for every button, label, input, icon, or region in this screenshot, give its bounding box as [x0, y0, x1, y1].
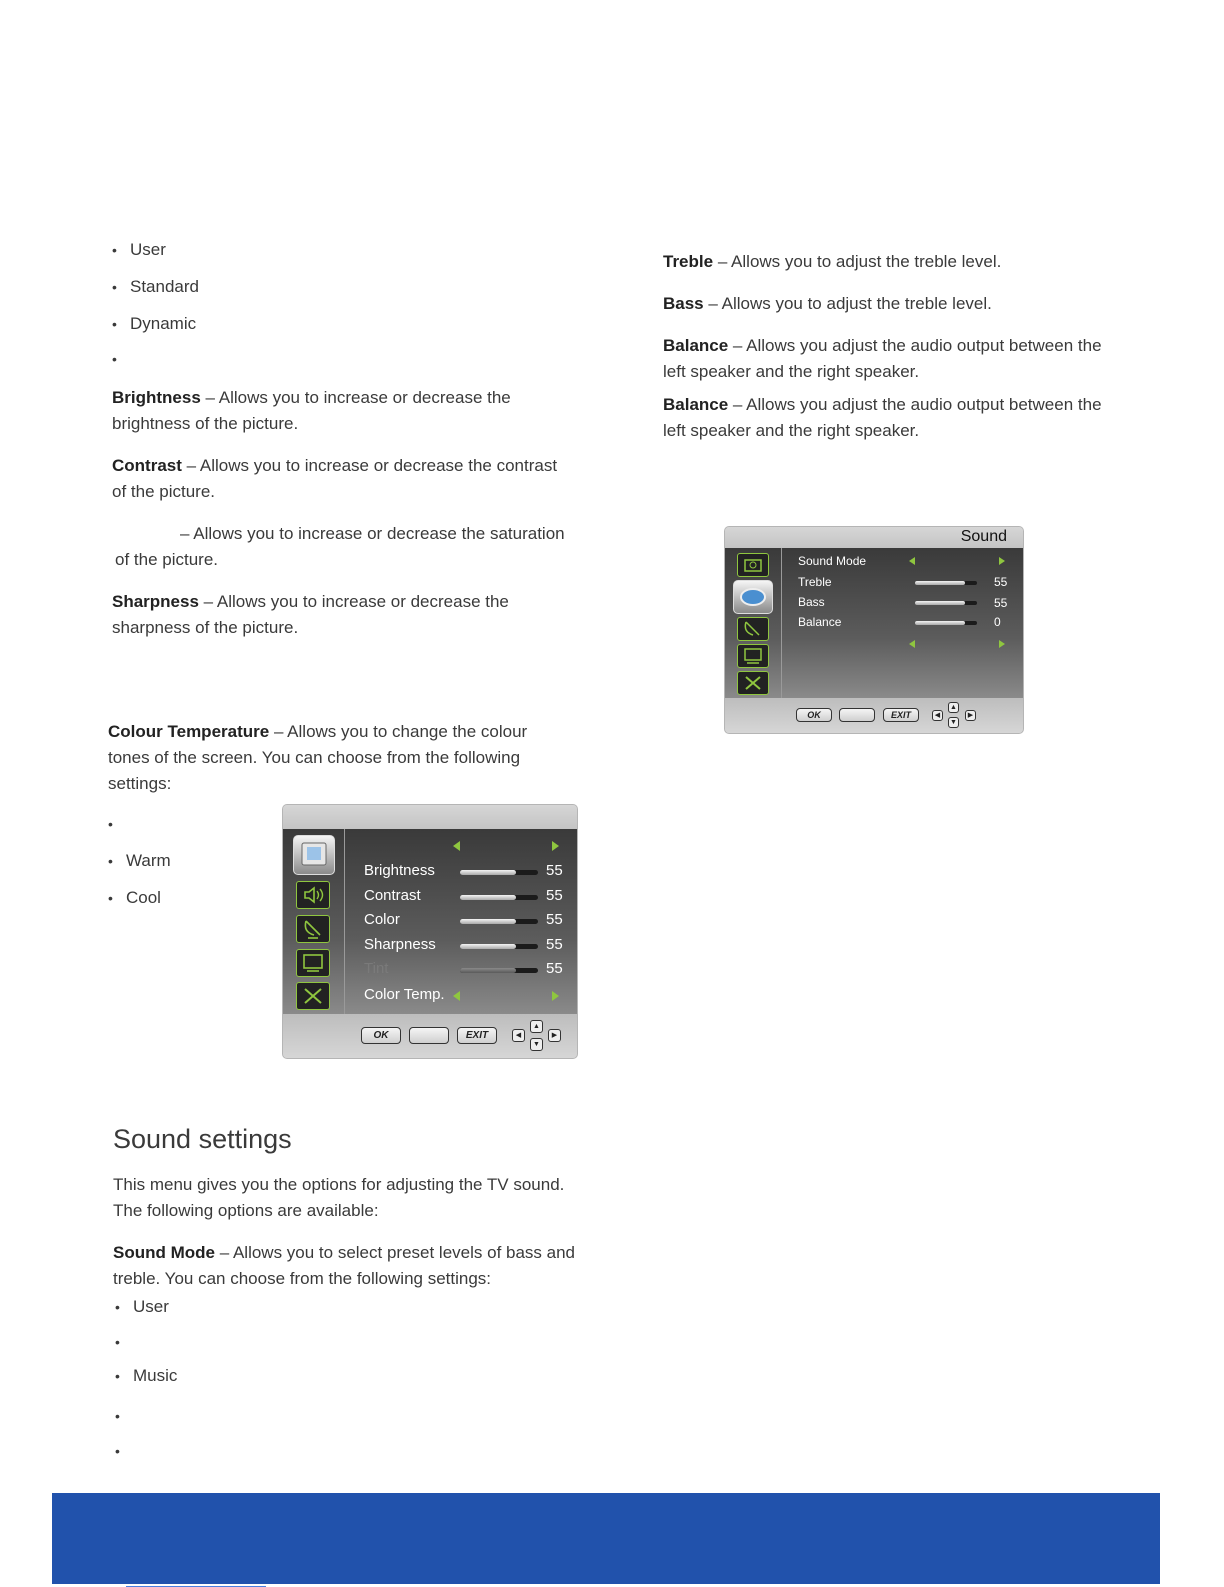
menu-sidebar: [283, 829, 345, 1014]
tools-icon[interactable]: [296, 982, 330, 1010]
contrast-slider[interactable]: [460, 895, 538, 900]
sharpness-paragraph: Sharpness – Allows you to increase or decrease the sharpness of the picture.: [112, 592, 509, 637]
sound-mode-label[interactable]: Sound Mode: [798, 554, 867, 568]
tint-label: Tint: [364, 960, 389, 977]
brightness-value: 55: [546, 862, 563, 879]
menu-footer: [725, 698, 1023, 733]
contrast-value: 55: [546, 887, 563, 904]
tools-icon[interactable]: [737, 671, 769, 695]
nav-left-icon[interactable]: ◀: [512, 1029, 525, 1042]
speaker-icon[interactable]: [733, 580, 773, 614]
arrow-right-icon[interactable]: [552, 841, 559, 851]
balance-slider[interactable]: [915, 621, 977, 625]
list-item: •: [108, 816, 113, 832]
bass-value: 55: [994, 596, 1008, 610]
list-item: • Standard: [112, 277, 199, 296]
arrow-left-icon[interactable]: [909, 640, 915, 648]
nav-up-icon[interactable]: ▲: [948, 702, 959, 713]
blank-button[interactable]: [409, 1027, 449, 1044]
sharpness-slider[interactable]: [460, 944, 538, 949]
balance-paragraph: Balance – Allows you adjust the audio output between the left speaker and the right speaker.: [663, 336, 1102, 381]
arrow-right-icon[interactable]: [999, 640, 1005, 648]
tint-slider: [460, 968, 538, 973]
list-item: • User: [112, 240, 166, 259]
treble-slider[interactable]: [915, 581, 977, 585]
balance-label[interactable]: Balance: [798, 615, 842, 629]
nav-right-icon[interactable]: ▶: [548, 1029, 561, 1042]
picture-menu-screenshot: [283, 805, 577, 1058]
sharpness-value: 55: [546, 936, 563, 953]
picture-icon[interactable]: [293, 835, 335, 875]
nav-down-icon[interactable]: ▼: [948, 717, 959, 728]
list-item: • Dynamic: [112, 314, 197, 333]
menu-title-bar: [725, 527, 1023, 548]
color-label[interactable]: Color: [364, 911, 400, 928]
speaker-icon[interactable]: [296, 881, 330, 909]
blank-button[interactable]: [839, 708, 875, 722]
menu-footer: [283, 1014, 577, 1058]
list-item: •: [115, 1408, 120, 1424]
list-item: •: [115, 1334, 120, 1350]
monitor-icon[interactable]: [737, 644, 769, 668]
footer-band: [52, 1493, 1160, 1584]
arrow-right-icon[interactable]: [999, 557, 1005, 565]
tint-value: 55: [546, 960, 563, 977]
contrast-label[interactable]: Contrast: [364, 887, 421, 904]
bass-label[interactable]: Bass: [798, 595, 825, 609]
nav-up-icon[interactable]: ▲: [530, 1020, 543, 1033]
menu-title: Sound: [960, 528, 1007, 545]
satellite-icon[interactable]: [737, 617, 769, 641]
list-item: • User: [115, 1297, 169, 1316]
bass-paragraph: Bass – Allows you to adjust the treble level.: [663, 294, 992, 313]
arrow-left-icon[interactable]: [453, 841, 460, 851]
brightness-paragraph: Brightness – Allows you to increase or decrease the brightness of the picture.: [112, 388, 511, 433]
treble-label[interactable]: Treble: [798, 575, 832, 589]
sharpness-label[interactable]: Sharpness: [364, 936, 436, 953]
sound-menu-screenshot: [725, 527, 1023, 733]
intro-paragraph: This menu gives you the options for adjusting the TV sound. The following options are available:: [113, 1175, 565, 1220]
treble-paragraph: Treble – Allows you to adjust the treble level.: [663, 252, 1002, 271]
ok-button[interactable]: OK: [796, 708, 832, 722]
exit-button[interactable]: EXIT: [457, 1027, 497, 1044]
list-item: • Cool: [108, 888, 161, 907]
arrow-left-icon[interactable]: [453, 991, 460, 1001]
satellite-icon[interactable]: [296, 915, 330, 943]
brightness-slider[interactable]: [460, 870, 538, 875]
menu-title-bar: [283, 805, 577, 829]
arrow-right-icon[interactable]: [552, 991, 559, 1001]
nav-right-icon[interactable]: ▶: [965, 710, 976, 721]
sound-mode-paragraph: Sound Mode – Allows you to select preset levels of bass and treble. You can choose from the following settings:: [113, 1243, 576, 1288]
brightness-label[interactable]: Brightness: [364, 862, 435, 879]
treble-value: 55: [994, 575, 1008, 589]
contrast-paragraph: Contrast – Allows you to increase or decrease the contrast of the picture.: [112, 456, 558, 501]
menu-body: [725, 548, 1023, 698]
list-item: • Warm: [108, 851, 171, 870]
menu-sidebar: [725, 548, 782, 698]
nav-left-icon[interactable]: ◀: [932, 710, 943, 721]
section-heading: Sound settings: [113, 1124, 292, 1154]
exit-button[interactable]: EXIT: [883, 708, 919, 722]
color-value: 55: [546, 911, 563, 928]
color-temp-label[interactable]: Color Temp.: [364, 986, 445, 1003]
ok-button[interactable]: OK: [361, 1027, 401, 1044]
balance-value: 0: [994, 615, 1001, 629]
list-item: •: [112, 351, 117, 367]
arrow-left-icon[interactable]: [909, 557, 915, 565]
color-slider[interactable]: [460, 919, 538, 924]
picture-icon[interactable]: [737, 553, 769, 577]
monitor-icon[interactable]: [296, 949, 330, 977]
list-item: • Music: [115, 1366, 178, 1385]
balance-paragraph: Balance – Allows you adjust the audio output between the left speaker and the right speaker.: [663, 395, 1102, 440]
list-item: •: [115, 1443, 120, 1459]
color-paragraph: – Allows you to increase or decrease the saturation of the picture.: [115, 524, 565, 569]
bass-slider[interactable]: [915, 601, 977, 605]
nav-down-icon[interactable]: ▼: [530, 1038, 543, 1051]
colour-temperature-paragraph: Colour Temperature – Allows you to change the colour tones of the screen. You can choose from the following settings:: [108, 722, 528, 793]
